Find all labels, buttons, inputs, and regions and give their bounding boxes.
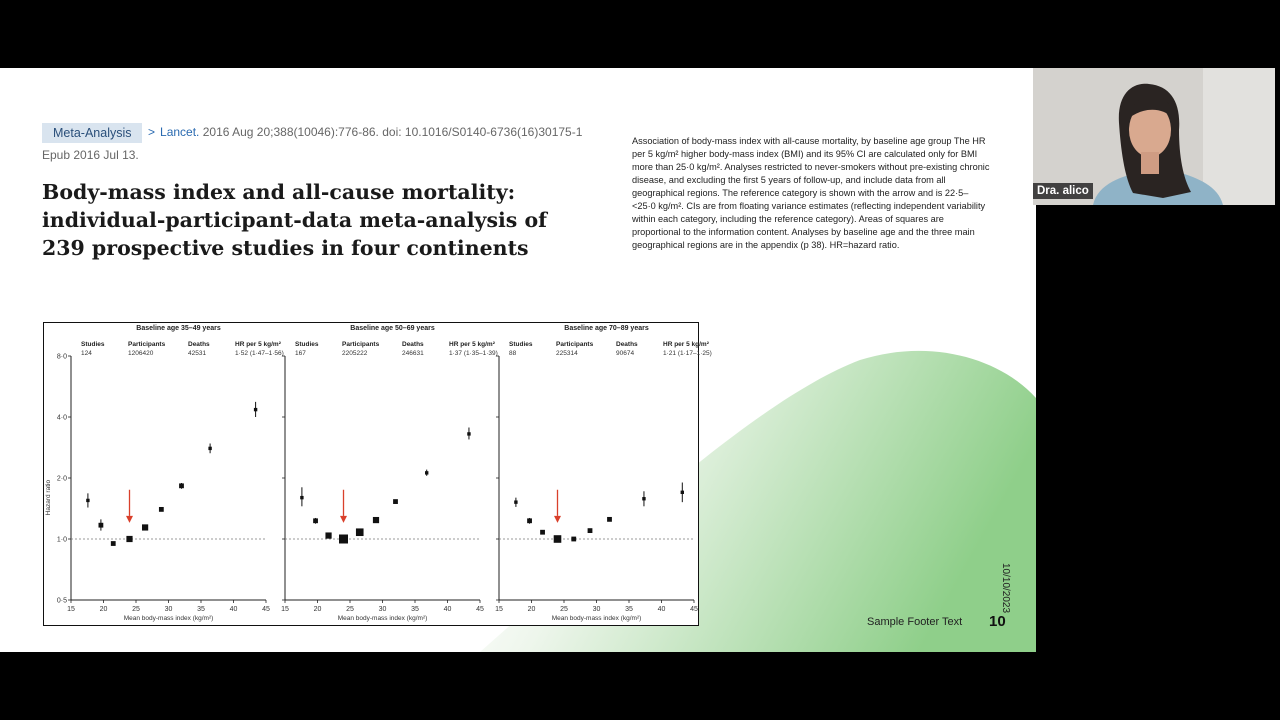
hr-marker	[554, 535, 562, 543]
epub-date: Epub 2016 Jul 13.	[42, 148, 139, 162]
stats-header: HR per 5 kg/m²	[235, 341, 281, 348]
stats-value: 42531	[188, 350, 207, 357]
stats-header: Deaths	[188, 341, 210, 348]
citation-line	[148, 125, 583, 139]
stats-value: 1206420	[128, 350, 154, 357]
hr-marker	[540, 530, 545, 535]
hr-marker	[681, 491, 684, 494]
hr-marker	[571, 537, 576, 542]
stats-header: Participants	[342, 341, 380, 348]
stats-value: 2205222	[342, 350, 368, 357]
hr-marker	[588, 528, 593, 533]
hr-marker	[339, 535, 348, 544]
x-tick-label: 45	[690, 606, 698, 613]
hr-marker	[642, 497, 645, 500]
stats-value: 225314	[556, 350, 578, 357]
hr-marker	[514, 500, 517, 503]
hr-marker	[607, 517, 612, 522]
hr-marker	[99, 523, 104, 528]
x-tick-label: 30	[164, 606, 173, 613]
reference-arrow-head	[554, 516, 561, 523]
y-tick-label: 4·0	[56, 414, 67, 422]
hr-marker	[300, 496, 303, 499]
stats-header: Studies	[81, 341, 105, 348]
stats-value: 1·21 (1·17–1·25)	[663, 350, 712, 357]
x-axis-label: Mean body-mass index (kg/m²)	[551, 615, 642, 622]
forest-plot-figure	[43, 322, 712, 626]
y-axis-label: Hazard ratio	[45, 479, 52, 516]
chart-svg	[44, 323, 712, 625]
stats-header: Participants	[128, 341, 166, 348]
hr-marker	[467, 432, 470, 435]
stats-value: 167	[295, 350, 306, 357]
stats-header: Deaths	[616, 341, 638, 348]
x-tick-label: 20	[99, 606, 108, 613]
journal-link[interactable]: Lancet.	[160, 125, 200, 139]
x-tick-label: 40	[657, 606, 666, 613]
stats-value: 1·52 (1·47–1·56)	[235, 350, 284, 357]
y-tick-label: 1·0	[56, 536, 67, 544]
hr-marker	[111, 541, 116, 546]
x-tick-label: 15	[495, 606, 503, 613]
x-tick-label: 30	[592, 606, 601, 613]
stats-header: Participants	[556, 341, 594, 348]
x-tick-label: 20	[313, 606, 322, 613]
hr-marker	[126, 536, 132, 542]
y-tick-label: 2·0	[56, 475, 67, 483]
y-tick-label: 8·0	[56, 353, 67, 361]
participant-name-label: Dra. alico	[1033, 183, 1093, 199]
chevron-right-icon: >	[148, 125, 156, 139]
reference-arrow-head	[126, 516, 133, 523]
x-tick-label: 45	[262, 606, 270, 613]
hr-marker	[325, 532, 331, 538]
reference-arrow-head	[340, 516, 347, 523]
hr-marker	[159, 507, 164, 512]
article-title: Body-mass index and all-cause mortality: individual-participant-data meta-analysis of 239 prospective studies in four continents	[42, 180, 547, 260]
y-tick-label: 0·5	[56, 597, 67, 605]
x-tick-label: 15	[67, 606, 75, 613]
hr-marker	[142, 524, 148, 530]
x-tick-label: 30	[378, 606, 387, 613]
hr-marker	[179, 483, 184, 488]
hr-marker	[86, 499, 89, 502]
page-number: 10	[989, 613, 1006, 630]
article-type-badge[interactable]: Meta-Analysis	[42, 123, 142, 143]
presentation-slide	[0, 68, 1036, 652]
stats-value: 90674	[616, 350, 635, 357]
stats-value: 124	[81, 350, 92, 357]
x-tick-label: 40	[443, 606, 452, 613]
hr-marker	[425, 471, 428, 474]
x-tick-label: 20	[527, 606, 536, 613]
x-tick-label: 35	[411, 606, 419, 613]
x-axis-label: Mean body-mass index (kg/m²)	[337, 615, 428, 622]
hr-marker	[373, 517, 379, 523]
x-tick-label: 35	[625, 606, 633, 613]
x-tick-label: 15	[281, 606, 289, 613]
x-tick-label: 45	[476, 606, 484, 613]
stats-header: Studies	[295, 341, 319, 348]
slide-date: 10/10/2023	[1000, 563, 1011, 614]
stats-header: Deaths	[402, 341, 424, 348]
panel-title: Baseline age 35–49 years	[136, 325, 221, 332]
panel-title: Baseline age 50–69 years	[350, 325, 435, 332]
hr-marker	[208, 447, 211, 450]
hr-marker	[313, 518, 318, 523]
stats-header: HR per 5 kg/m²	[449, 341, 495, 348]
x-tick-label: 35	[197, 606, 205, 613]
citation-text: 2016 Aug 20;388(10046):776-86. doi: 10.1016/S0140-6736(16)30175-1	[202, 125, 583, 139]
hr-marker	[527, 518, 532, 523]
figure-caption: Association of body-mass index with all-cause mortality, by baseline age group The HR per 5 kg/m² higher body-mass index (BMI) and its 95% CI are calculated only for BMI more than 25·0 kg/m². Analyses restricted to never-smokers without pre-existing chronic disease, and excluding the first 5 years of follow-up, and include data from all geographical regions. The reference category is shown with the arrow and is 22·5–<25·0 kg/m². CIs are from floating variance estimates (reflecting independent variability within each category, including the reference category). Areas of squares are proportional to the information content. Analyses by baseline age and the three main geographical regions are in the appendix (p 38). HR=hazard ratio.	[632, 136, 990, 250]
x-tick-label: 40	[229, 606, 238, 613]
stats-value: 246631	[402, 350, 424, 357]
stats-header: Studies	[509, 341, 533, 348]
x-tick-label: 25	[346, 606, 354, 613]
x-tick-label: 25	[132, 606, 140, 613]
stats-header: HR per 5 kg/m²	[663, 341, 709, 348]
stats-value: 1·37 (1·35–1·39)	[449, 350, 498, 357]
hr-marker	[356, 528, 364, 536]
hr-marker	[254, 408, 257, 411]
stats-value: 88	[509, 350, 517, 357]
x-axis-label: Mean body-mass index (kg/m²)	[123, 615, 214, 622]
hr-marker	[393, 499, 398, 504]
footer-text: Sample Footer Text	[867, 616, 963, 628]
x-tick-label: 25	[560, 606, 568, 613]
panel-title: Baseline age 70–89 years	[564, 325, 649, 332]
